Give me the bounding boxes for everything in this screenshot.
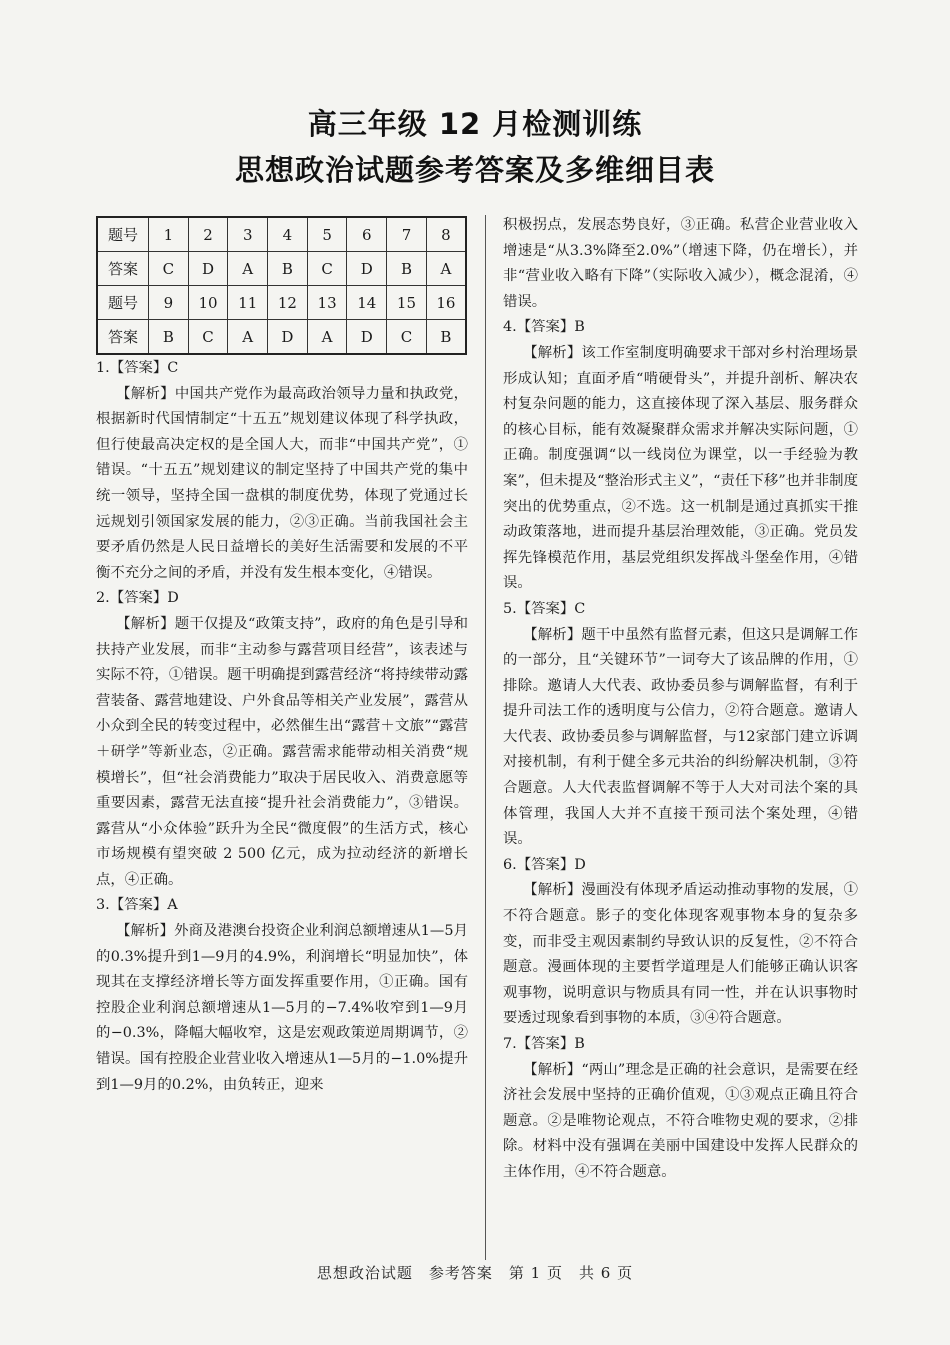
table-cell: 13 — [307, 286, 347, 320]
table-cell: D — [188, 252, 228, 286]
table-cell: 4 — [268, 217, 308, 252]
table-cell: 6 — [347, 217, 387, 252]
table-cell: B — [426, 320, 466, 355]
table-cell: C — [307, 252, 347, 286]
table-row — [97, 286, 466, 320]
table-cell: 2 — [188, 217, 228, 252]
table-cell: 14 — [347, 286, 387, 320]
table-cell: 9 — [149, 286, 189, 320]
q2-answer: 2.【答案】D — [96, 590, 179, 607]
table-cell: C — [387, 320, 427, 355]
row-label: 题号 — [97, 217, 149, 252]
table-cell: B — [149, 320, 189, 355]
answer-table — [96, 216, 467, 355]
table-cell: D — [347, 320, 387, 355]
right-column — [503, 213, 858, 1263]
q2-explanation: 【解析】题干仅提及“政策支持”，政府的角色是引导和扶持产业发展，而非“主动参与露营项目经营”，该表述与实际不符，①错误。题干明确提到露营经济“将持续带动露营装备、露营地建设、户外食品等相关产业发展”，露营从小众到全民的转变过程中，必然催生出“露营＋文旅”“露营＋研学”等新业态，②正确。露营需求能带动相关消费“规模增长”，但“社会消费能力”取决于居民收入、消费意愿等重要因素，露营无法直接“提升社会消费能力”，③错误。露营从“小众体验”跃升为全民“微度假”的生活方式，核心市场规模有望突破 2 500 亿元，成为拉动经济的新增长点，④正确。 — [96, 615, 468, 888]
q7-explanation: 【解析】“两山”理念是正确的社会意识，是需要在经济社会发展中坚持的正确价值观，①③观点正确且符合题意。②是唯物论观点，不符合唯物史观的要求，②排除。材料中没有强调在美丽中国建设中发挥人民群众的主体作用，④不符合题意。 — [503, 1061, 858, 1180]
table-cell: C — [149, 252, 189, 286]
page-footer: 思想政治试题 参考答案 第 1 页 共 6 页 — [316, 1264, 634, 1282]
q6-answer: 6.【答案】D — [503, 856, 586, 873]
table-cell: 3 — [228, 217, 268, 252]
table-cell: 12 — [268, 286, 308, 320]
page-subtitle: 思想政治试题参考答案及多维细目表 — [234, 153, 715, 187]
row-label: 答案 — [97, 320, 149, 355]
table-cell: D — [268, 320, 308, 355]
table-row — [97, 252, 466, 286]
table-cell: B — [268, 252, 308, 286]
q4-answer: 4.【答案】B — [503, 319, 585, 336]
table-cell: 11 — [228, 286, 268, 320]
left-column — [96, 356, 468, 1256]
table-row — [97, 320, 466, 355]
table-cell: 15 — [387, 286, 427, 320]
table-cell: C — [188, 320, 228, 355]
table-row — [97, 217, 466, 252]
q1-answer: 1.【答案】C — [96, 360, 179, 376]
table-cell: B — [387, 252, 427, 286]
q7-answer: 7.【答案】B — [503, 1036, 585, 1052]
q5-explanation: 【解析】题干中虽然有监督元素，但这只是调解工作的一部分，且“关键环节”一词夸大了该品牌的作用，①排除。邀请人大代表、政协委员参与调解监督，有利于提升司法工作的透明度与公信力，②符合题意。邀请人大代表、政协委员参与调解监督，与12家部门建立诉调对接机制，有利于健全多元共治的纠纷解决机制，③符合题意。人大代表监督调解不等于人大对司法个案的具体管理，我国人大并不直接干预司法个案处理，④错误。 — [503, 626, 858, 848]
table-cell: 5 — [307, 217, 347, 252]
q3-explanation: 【解析】外商及港澳台投资企业利润总额增速从1—5月的0.3%提升到1—9月的4.9%，利润增长“明显加快”，体现其在支撑经济增长等方面发挥重要作用，①正确。国有控股企业利润总额增速从1—5月的−7.4%收窄到1—9月的−0.3%，降幅大幅收窄，这是宏观政策逆周期调节，②错误。国有控股企业营业收入增速从1—5月的−1.0%提升到1—9月的0.2%，由负转正，迎来 — [96, 923, 468, 1093]
q3-answer: 3.【答案】A — [96, 897, 178, 914]
table-cell: A — [307, 320, 347, 355]
table-cell: A — [228, 320, 268, 355]
page-title: 高三年级 12 月检测训练 — [307, 107, 643, 141]
row-label: 题号 — [97, 286, 149, 320]
column-divider — [485, 215, 486, 1260]
table-cell: 10 — [188, 286, 228, 320]
q6-explanation: 【解析】漫画没有体现矛盾运动推动事物的发展，①不符合题意。影子的变化体现客观事物本身的复杂多变，而非受主观因素制约导致认识的反复性，②不符合题意。漫画体现的主要哲学道理是人们能够正确认识客观事物，说明意识与物质具有同一性，并在认识事物时要透过现象看到事物的本质，③④符合题意。 — [503, 882, 858, 1027]
table-cell: A — [228, 252, 268, 286]
q1-explanation: 【解析】中国共产党作为最高政治领导力量和执政党，根据新时代国情制定“十五五”规划建议体现了科学执政，但行使最高决定权的是全国人大，而非“中国共产党”，①错误。“十五五”规划建议的制定坚持了中国共产党的集中统一领导，坚持全国一盘棋的制度优势，体现了党通过长远规划引领国家发展的能力，②③正确。当前我国社会主要矛盾仍然是人民日益增长的美好生活需要和发展的不平衡不充分之间的矛盾，并没有发生根本变化，④错误。 — [96, 385, 468, 581]
table-cell: 16 — [426, 286, 466, 320]
row-label: 答案 — [97, 252, 149, 286]
table-cell: D — [347, 252, 387, 286]
q4-explanation: 【解析】该工作室制度明确要求干部对乡村治理场景形成认知；直面矛盾“啃硬骨头”，并提升剖析、解决农村复杂问题的能力，这直接体现了深入基层、服务群众的核心目标，能有效凝聚群众需求并解决实际问题，①正确。制度强调“以一线岗位为课堂，以一手经验为教案”，但未提及“整治形式主义”，“责任下移”也并非制度突出的优势重点，②不选。这一机制是通过真抓实干推动政策落地，进而提升基层治理效能，③正确。党员发挥先锋模范作用，基层党组织发挥战斗堡垒作用，④错误。 — [503, 344, 858, 592]
table-cell: 7 — [387, 217, 427, 252]
table-cell: 8 — [426, 217, 466, 252]
table-cell: 1 — [149, 217, 189, 252]
q3-explanation-continued: 积极拐点，发展态势良好，③正确。私营企业营业收入增速是“从3.3%降至2.0%”（增速下降，仍在增长），并非“营业收入略有下降”（实际收入减少），概念混淆，④错误。 — [503, 217, 858, 310]
q5-answer: 5.【答案】C — [503, 600, 586, 617]
table-cell: A — [426, 252, 466, 286]
